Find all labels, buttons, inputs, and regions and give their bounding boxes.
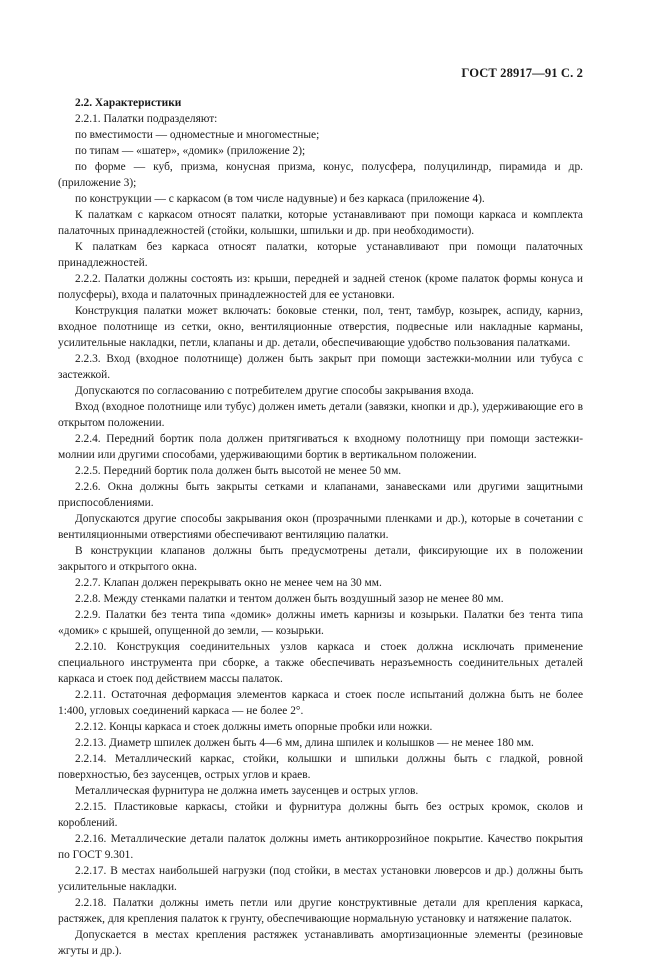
paragraph: по форме — куб, призма, конусная призма, конус, полусфера, полуцилиндр, пирамида и др. (приложение 3); (58, 161, 583, 189)
paragraph: Допускаются по согласованию с потребителем другие способы закрывания входа. (75, 385, 474, 397)
section-heading: 2.2. Характеристики (75, 97, 182, 109)
paragraph: Конструкция палатки может включать: боковые стенки, пол, тент, тамбур, козырек, аспиду, карниз, входное полотнище из сетки, окно, вентиляционные отверстия, подвесные или накладные карманы, усилительные накладки, петли, клапаны и др. детали, обеспечивающие удобство пользования палатками. (58, 305, 583, 349)
paragraph: 2.2.6. Окна должны быть закрыты сетками и клапанами, занавесками или другими защитными приспособлениями. (58, 481, 583, 509)
paragraph: 2.2.9. Палатки без тента типа «домик» должны иметь карнизы и козырьки. Палатки без тента типа «домик» с крышей, опущенной до земли, — козырьки. (58, 609, 583, 637)
paragraph: 2.2.8. Между стенками палатки и тентом должен быть воздушный зазор не менее 80 мм. (75, 593, 504, 605)
paragraph: по вместимости — одноместные и многоместные; (75, 129, 320, 141)
paragraph: 2.2.11. Остаточная деформация элементов каркаса и стоек после испытаний должна быть не более 1:400, угловых соединений каркаса — не более 2°. (58, 689, 583, 717)
paragraph: 2.2.1. Палатки подразделяют: (75, 113, 218, 125)
paragraph: К палаткам без каркаса относят палатки, которые устанавливают при помощи палаточных принадлежностей. (58, 241, 583, 269)
paragraph: Металлическая фурнитура не должна иметь заусенцев и острых углов. (75, 785, 419, 797)
document-body (58, 95, 583, 959)
paragraph: по конструкции — с каркасом (в том числе надувные) и без каркаса (приложение 4). (75, 193, 485, 205)
paragraph: 2.2.12. Концы каркаса и стоек должны иметь опорные пробки или ножки. (75, 721, 433, 733)
paragraph: Допускается в местах крепления растяжек устанавливать амортизационные элементы (резиновые жгуты и др.). (58, 929, 583, 957)
paragraph: 2.2.16. Металлические детали палаток должны иметь антикоррозийное покрытие. Качество покрытия по ГОСТ 9.301. (58, 833, 583, 861)
paragraph: 2.2.3. Вход (входное полотнище) должен быть закрыт при помощи застежки-молнии или тубуса с застежкой. (58, 353, 583, 381)
paragraph: 2.2.4. Передний бортик пола должен притягиваться к входному полотнищу при помощи застежки-молнии или другими способами, удерживающими бортик в вертикальном положении. (58, 433, 583, 461)
paragraph: 2.2.15. Пластиковые каркасы, стойки и фурнитура должны быть без острых кромок, сколов и короблений. (58, 801, 583, 829)
paragraph: 2.2.18. Палатки должны иметь петли или другие конструктивные детали для крепления каркаса, растяжек, для крепления палаток к грунту, обеспечивающие нормальную установку и натяжение палаток. (58, 897, 583, 925)
paragraph: 2.2.17. В местах наибольшей нагрузки (под стойки, в местах установки люверсов и др.) должны быть усилительные накладки. (58, 865, 583, 893)
paragraph: Допускаются другие способы закрывания окон (прозрачными пленками и др.), которые в сочетании с вентиляционными отверстиями обеспечивают вентиляцию палатки. (58, 513, 583, 541)
paragraph: по типам — «шатер», «домик» (приложение 2); (75, 145, 306, 157)
paragraph: Вход (входное полотнище или тубус) должен иметь детали (завязки, кнопки и др.), удерживающие его в открытом положении. (58, 401, 583, 429)
paragraph: 2.2.5. Передний бортик пола должен быть высотой не менее 50 мм. (75, 465, 402, 477)
paragraph: 2.2.2. Палатки должны состоять из: крыши, передней и задней стенок (кроме палаток формы конуса и полусферы), входа и палаточных принадлежностей для ее установки. (58, 273, 583, 301)
paragraph: В конструкции клапанов должны быть предусмотрены детали, фиксирующие их в положении закрытого и открытого окна. (58, 545, 583, 573)
paragraph: 2.2.10. Конструкция соединительных узлов каркаса и стоек должна исключать применение специального инструмента при сборке, а также обеспечивать неразъемность соединительных деталей каркаса и стоек под действием массы палаток. (58, 641, 583, 685)
paragraph: 2.2.7. Клапан должен перекрывать окно не менее чем на 30 мм. (75, 577, 382, 589)
page-header: ГОСТ 28917—91 С. 2 (461, 66, 583, 80)
paragraph: 2.2.13. Диаметр шпилек должен быть 4—6 мм, длина шпилек и колышков — не менее 180 мм. (75, 737, 534, 749)
paragraph: 2.2.14. Металлический каркас, стойки, колышки и шпильки должны быть с гладкой, ровной поверхностью, без заусенцев, острых углов и краев. (58, 753, 583, 781)
paragraph: К палаткам с каркасом относят палатки, которые устанавливают при помощи каркаса и комплекта палаточных принадлежностей (стойки, колышки, шпильки и др. при необходимости). (58, 209, 583, 237)
